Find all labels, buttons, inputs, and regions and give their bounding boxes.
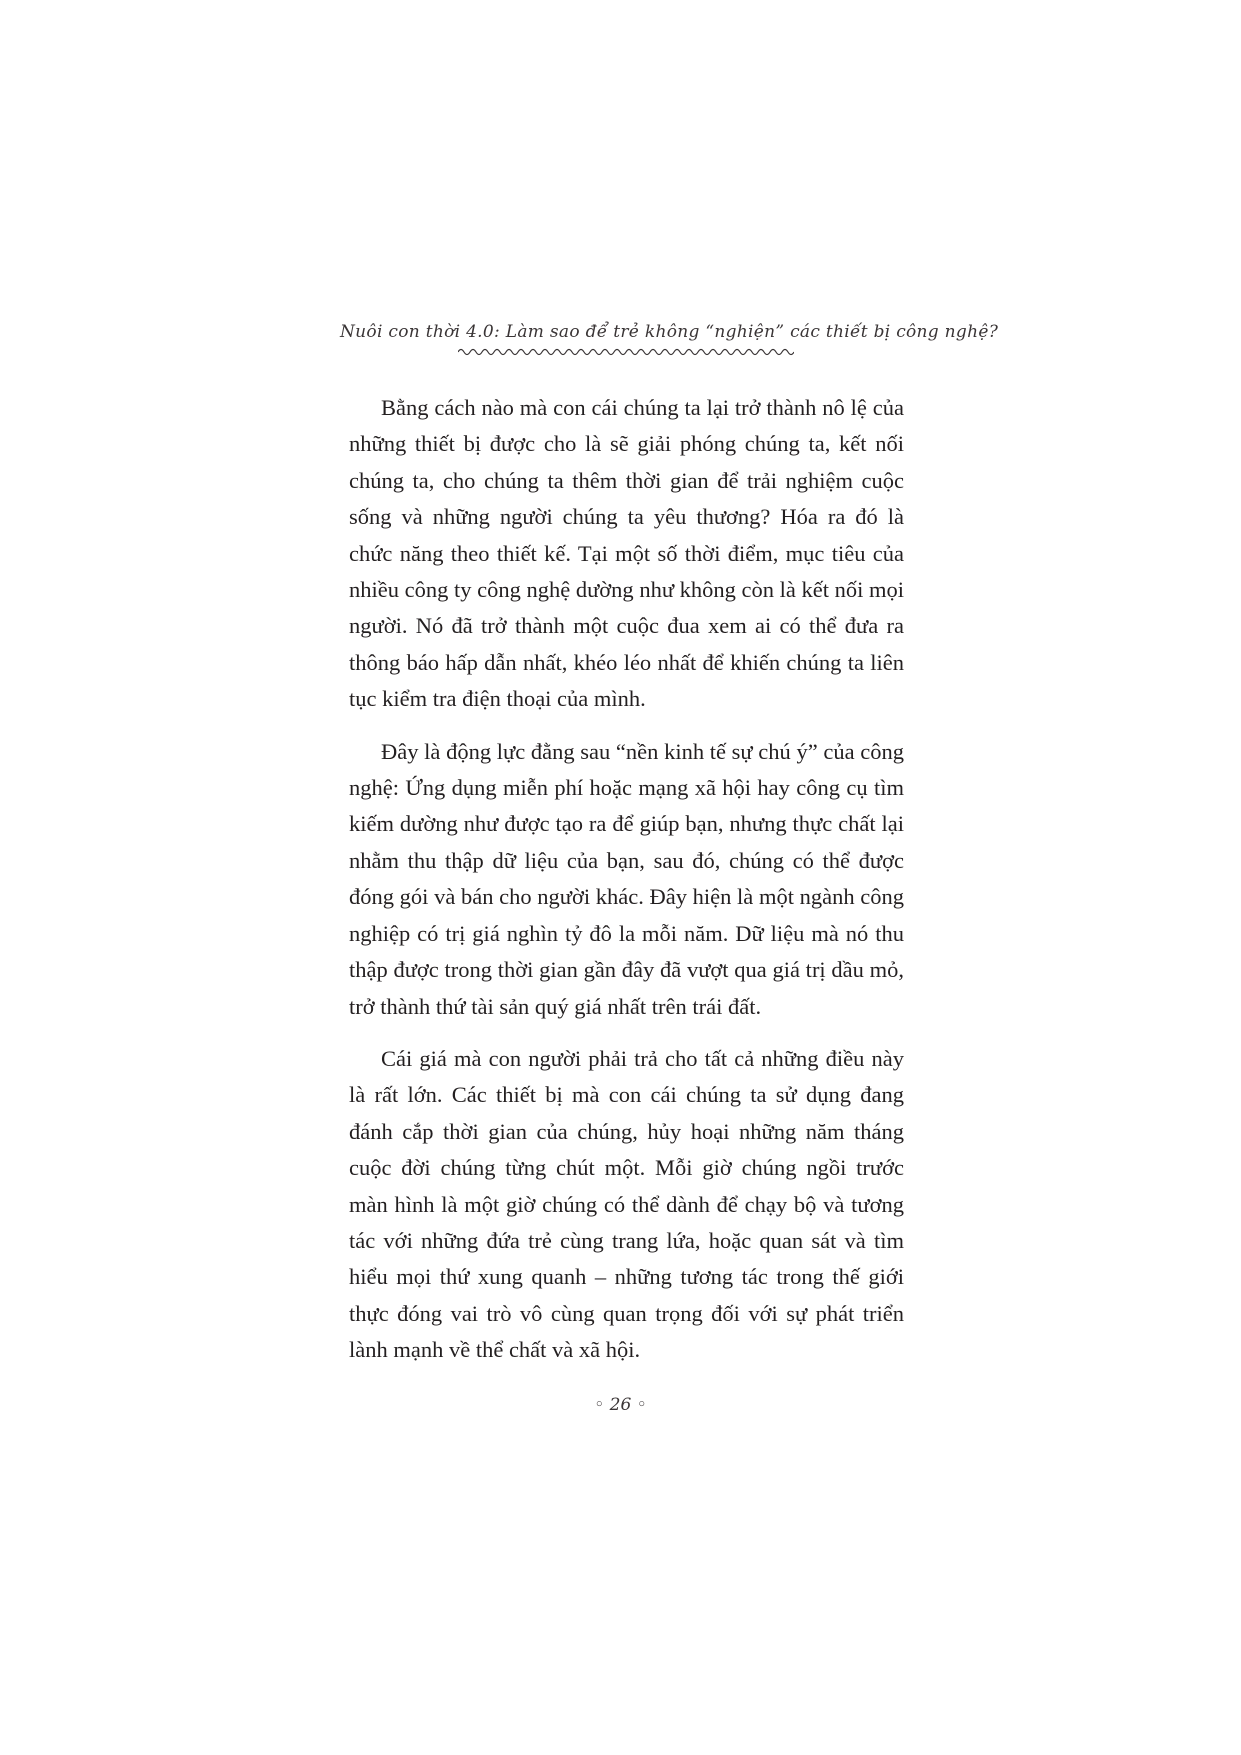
running-header: Nuôi con thời 4.0: Làm sao để trẻ không “nghiện” các thiết bị công nghệ? <box>340 322 999 342</box>
decorative-wavy-underline <box>458 346 794 358</box>
body-text <box>349 390 904 1385</box>
paragraph-2: Đây là động lực đằng sau “nền kinh tế sự chú ý” của công nghệ: Ứng dụng miễn phí hoặc mạng xã hội hay công cụ tìm kiếm dường như được tạo ra để giúp bạn, nhưng thực chất lại nhằm thu thập dữ liệu của bạn, sau đó, chúng có thể được đóng gói và bán cho người khác. Đây hiện là một ngành công nghiệp có trị giá nghìn tỷ đô la mỗi năm. Dữ liệu mà nó thu thập được trong thời gian gần đây đã vượt qua giá trị dầu mỏ, trở thành thứ tài sản quý giá nhất trên trái đất. <box>349 738 904 1019</box>
paragraph-1: Bằng cách nào mà con cái chúng ta lại trở thành nô lệ của những thiết bị được cho là sẽ giải phóng chúng ta, kết nối chúng ta, cho chúng ta thêm thời gian để trải nghiệm cuộc sống và những người chúng ta yêu thương? Hóa ra đó là chức năng theo thiết kế. Tại một số thời điểm, mục tiêu của nhiều công ty công nghệ dường như không còn là kết nối mọi người. Nó đã trở thành một cuộc đua xem ai có thể đưa ra thông báo hấp dẫn nhất, khéo léo nhất để khiến chúng ta liên tục kiểm tra điện thoại của mình. <box>349 395 904 712</box>
page-number: ◦ 26 ◦ <box>594 1395 647 1415</box>
paragraph-3: Cái giá mà con người phải trả cho tất cả những điều này là rất lớn. Các thiết bị mà con cái chúng ta sử dụng đang đánh cắp thời gian của chúng, hủy hoại những năm tháng cuộc đời chúng từng chút một. Mỗi giờ chúng ngồi trước màn hình là một giờ chúng có thể dành để chạy bộ và tương tác với những đứa trẻ cùng trang lứa, hoặc quan sát và tìm hiểu mọi thứ xung quanh – những tương tác trong thế giới thực đóng vai trò vô cùng quan trọng đối với sự phát triển lành mạnh về thể chất và xã hội. <box>349 1045 904 1363</box>
